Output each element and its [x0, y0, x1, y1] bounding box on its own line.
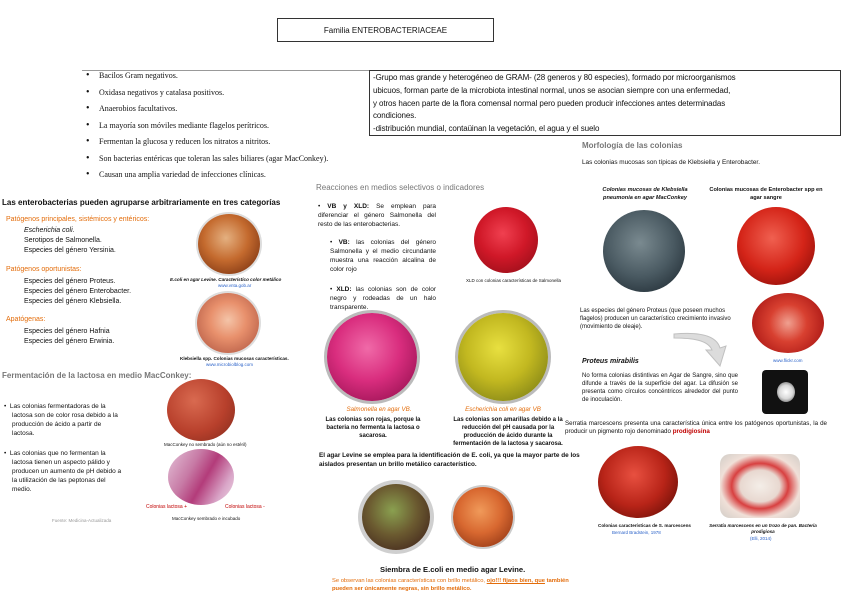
- mirabilis-text: No forma colonias distintivas en Agar de Sangre, sino que difunde a través de la superficie del agar. La difusión se presenta como círculos concéntricos alrededor del punto de inoculación.: [582, 373, 738, 403]
- bread-caption: Serratia marcescens en un trozo de pan. Bacteria prodigiosa: [709, 523, 817, 534]
- xld-caption: XLD con colonias características de Salmonella: [466, 278, 562, 283]
- proteus-source: www.flickr.com: [773, 358, 803, 363]
- vb-text: • VB: las colonias del género Salmonella y el medio circundante muestra una reacción alcalina de color rojo: [330, 239, 436, 273]
- opportunist-title: Patógenos oportunistas:: [6, 266, 82, 273]
- salmonella-vb-image: [327, 313, 417, 401]
- lactose-bullet-2: • Las colonias que no fermentan la lactosa tienen un aspecto pálido y producen un aumento de pH debido a la utilización de las peptonas del medio.: [4, 450, 122, 493]
- ecoli-vb-text: Las colonias son amarillas debido a la reducción del pH causada por la producción de ácido durante la fermentación de la lactosa y sacarosa.: [453, 417, 563, 447]
- apatogen-list: [0, 327, 200, 347]
- klebsiella-pneumonia-image: [603, 210, 685, 292]
- levine-plate-image-1: [362, 484, 430, 550]
- principal-title: Patógenos principales, sistémicos y entéricos:: [6, 216, 150, 223]
- morphology-heading: Morfología de las colonias: [582, 141, 683, 150]
- list-item: Serotipos de Salmonella.: [24, 237, 102, 244]
- ecoli-caption: E.coli en agar Levine. Característico color metálico: [170, 277, 282, 282]
- klebsiella-image: [197, 293, 259, 353]
- serratia-source: Bernard Bradstein, 1978: [612, 530, 661, 535]
- label-lactose-negative: Colonias lactosa -: [225, 504, 265, 510]
- ecoli-levine-image: [198, 214, 260, 274]
- principal-list: [0, 226, 200, 256]
- characteristics-list: [86, 70, 376, 186]
- apatogen-title: Apatógenas:: [6, 316, 46, 323]
- list-item: • La mayoría son móviles mediante flagelos perítricos.: [86, 120, 376, 137]
- ecoli-source: www.vnta.gob.ar: [218, 283, 252, 288]
- ecoli-vb-title: Escherichia coli en agar VB: [465, 406, 541, 413]
- list-item: Especies del género Enterobacter.: [24, 288, 132, 295]
- ecoli-vb-image: [458, 313, 548, 401]
- list-item: • Oxidasa negativos y catalasa positivos.: [86, 87, 376, 104]
- macconkey-plate-image: [167, 379, 235, 441]
- list-item: • Anaerobios facultativos.: [86, 103, 376, 120]
- klebsiella-caption: Klebsiella spp. Colonias mucosas características.: [180, 356, 289, 361]
- arrow-icon: [672, 332, 728, 370]
- mirabilis-title: Proteus mirabilis: [582, 358, 639, 365]
- list-item: Escherichia coli.: [24, 227, 75, 234]
- mucosa-text: Las colonias mucosas son típicas de Klebsiella y Enterobacter.: [582, 159, 760, 166]
- klebsiella-source: www.microbiolblog.com: [206, 362, 254, 367]
- label-lactose-positive: Colonias lactosa +: [146, 504, 187, 510]
- enterobacter-image: [737, 207, 815, 285]
- list-item: Especies del género Proteus.: [24, 278, 116, 285]
- proteus-image: [752, 293, 824, 353]
- salmonella-vb-title: Salmonella en agar VB.: [346, 406, 412, 413]
- proteus-text: Las especies del género Proteus (que poseen muchos flagelos) producen un característico crecimiento invasivo (movimiento de oleaje).: [580, 308, 731, 330]
- serratia-colonies-image: [598, 446, 678, 518]
- lactose-heading: Fermentación de la lactosa en medio MacConkey:: [2, 371, 192, 380]
- levine-note: Se observan las colonias características con brillo metálico, ojo!!! fijaos bien, que también pueden ser únicamente negras, sin brillo metálico.: [332, 578, 569, 592]
- levine-text: El agar Levine se emplea para la identificación de E. coli, ya que la mayor parte de los aislados presentan un brillo metálico característico.: [319, 452, 580, 468]
- serratia-caption: Colonias características de S. marcescens: [598, 523, 691, 528]
- list-item: Especies del género Hafnia: [24, 328, 110, 335]
- macconkey-incubated-caption: MacConkey sembrado e incubado: [172, 516, 241, 521]
- gram-note-text: -Grupo mas grande y heterogéneo de GRAM- (28 generos y 80 especies), formado por microorganismos ubicuos, forman parte de la microbiota intestinal normal, unos se asocian siempre con una enfermedad, y otros hacen parte de la flora comensal normal pero pueden producir infecciones antes determinadas condiciones. -distribución mundial, contaüinan la vegetación, el agua y el suelo: [373, 73, 736, 134]
- macconkey-caption: MacConkey no sembrado (aún no estéril): [164, 442, 247, 447]
- serratia-bread-image: [720, 454, 800, 518]
- list-item: • Son bacterias entéricas que toleran las sales biliares (agar MacConkey).: [86, 153, 376, 170]
- lactose-bullet-1: • Las colonias fermentadoras de la lactosa son de color rosa debido a la producción de ácido a partir de lactosa.: [4, 403, 118, 437]
- salmonella-vb-text: Las colonias son rojas, porque la bacteria no fermenta la lactosa o sacarosa.: [325, 417, 421, 439]
- levine-plate-image-2: [453, 487, 513, 547]
- list-item: • Fermentan la glucosa y reducen los nitratos a nitritos.: [86, 136, 376, 153]
- klebsiella-pneumonia-title: Colonias mucosas de Klebsiella pneumonia en agar MacConkey: [602, 187, 688, 201]
- list-item: Especies del género Klebsiella.: [24, 298, 122, 305]
- xld-plate-image: [474, 207, 538, 273]
- macconkey-incubated-image: [168, 449, 234, 505]
- list-item: • Causan una amplia variedad de infecciones clínicas.: [86, 169, 376, 186]
- divider: [82, 70, 372, 71]
- levine-title: Siembra de E.coli en medio agar Levine.: [380, 565, 526, 574]
- enterobacter-title: Colonias mucosas de Enterobacter spp en agar sangre: [709, 187, 823, 201]
- list-item: • Bacilos Gram negativos.: [86, 70, 376, 87]
- list-item: Especies del género Erwinia.: [24, 338, 115, 345]
- vb-xld-text: • VB y XLD: Se emplean para diferenciar el género Salmonella del resto de las enterobacterias.: [318, 203, 436, 228]
- list-item: Especies del género Yersinia.: [24, 247, 116, 254]
- serratia-text: Serratia marcescens presenta una característica única entre los patógenos oportunistas, la de producir un pigmento rojo denominado prodigiosina: [565, 420, 827, 435]
- lactose-footnote: Fuente: Medicina-Actualizada: [52, 518, 112, 523]
- page-title: Familia ENTEROBACTERIACEAE: [277, 18, 494, 42]
- xld-text: • XLD: las colonias son de color negro y rodeadas de un halo transparente.: [330, 286, 436, 311]
- bread-source: (Elli, 2014): [750, 536, 772, 541]
- selective-heading: Reacciones en medios selectivos o indicadores: [316, 183, 485, 192]
- groups-heading: Las enterobacterias pueden agruparse arbitrariamente en tres categorías: [2, 198, 281, 207]
- mirabilis-colony: [777, 382, 795, 402]
- mirabilis-image: [762, 370, 808, 414]
